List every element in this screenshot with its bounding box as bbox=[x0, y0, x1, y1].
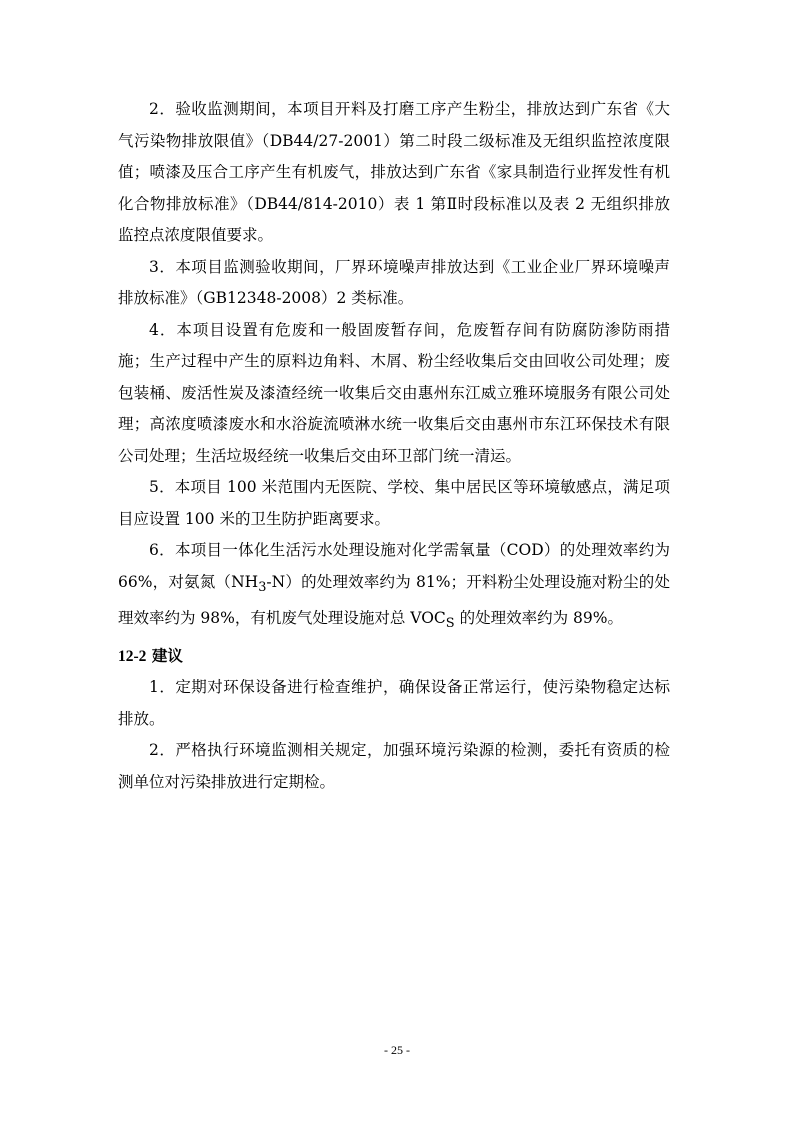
item-number: 2． bbox=[149, 100, 176, 118]
item-text: 验收监测期间，本项目开料及打磨工序产生粉尘，排放达到广东省《大气污染物排放限值》（DB44/27-2001）第二时段二级标准及无组织监控浓度限值；喷漆及压合工序产生有机废气，排放达到广东省《家具制造行业挥发性有机化合物排放标准》（DB44/814-2010）表 1 第Ⅱ时段标准以及表 2 无组织排放监控点浓度限值要求。 bbox=[118, 100, 670, 244]
section-heading-suggestions bbox=[118, 640, 670, 673]
section-title: 建议 bbox=[151, 645, 183, 665]
item-text-part1: 本项目一体化生活污水处理设施对化学需氧量（COD）的处理效率约为 66%，对氨氮（NH bbox=[118, 541, 670, 591]
item-number: 3． bbox=[149, 257, 176, 276]
page-number: - 25 - bbox=[384, 1043, 410, 1057]
item-number: 1． bbox=[149, 678, 176, 697]
suggestion-item-1 bbox=[118, 672, 670, 735]
conclusion-item-5 bbox=[118, 472, 670, 535]
section-number: 12-2 bbox=[118, 647, 147, 665]
item-text: 定期对环保设备进行检查维护，确保设备正常运行，使污染物稳定达标排放。 bbox=[118, 678, 670, 728]
item-text: 严格执行环境监测相关规定，加强环境污染源的检测，委托有资质的检测单位对污染排放进行定期检。 bbox=[118, 741, 670, 791]
conclusion-item-2 bbox=[118, 94, 670, 252]
conclusion-item-4 bbox=[118, 315, 670, 473]
suggestion-item-2 bbox=[118, 735, 670, 798]
conclusion-item-3 bbox=[118, 252, 670, 315]
item-text: 本项目 100 米范围内无医院、学校、集中居民区等环境敏感点，满足项目应设置 100 米的卫生防护距离要求。 bbox=[118, 478, 670, 528]
item-text: 本项目设置有危废和一般固废暂存间，危废暂存间有防腐防渗防雨措施；生产过程中产生的原料边角料、木屑、粉尘经收集后交由回收公司处理；废包装桶、废活性炭及漆渣经统一收集后交由惠州东江威立雅环境服务有限公司处理；高浓度喷漆废水和水浴旋流喷淋水统一收集后交由惠州市东江环保技术有限公司处理；生活垃圾经统一收集后交由环卫部门统一清运。 bbox=[118, 320, 670, 465]
vocs-subscript: S bbox=[445, 616, 455, 632]
nh3-subscript: 3 bbox=[258, 579, 267, 595]
item-text-part2: -N）的处理效率约为 81%；开料粉尘处理设施对粉尘的处理效率约为 98%，有机废气处理设施对总 VOC bbox=[118, 572, 670, 628]
item-number: 5． bbox=[149, 478, 175, 496]
item-number: 4． bbox=[149, 320, 177, 339]
conclusion-item-6 bbox=[118, 535, 670, 640]
item-number: 2． bbox=[149, 741, 176, 760]
item-text-part3: 的处理效率约为 89%。 bbox=[454, 609, 623, 628]
item-text: 本项目监测验收期间，厂界环境噪声排放达到《工业企业厂界环境噪声排放标准》（GB12348-2008）2 类标准。 bbox=[118, 257, 670, 307]
page-content bbox=[118, 94, 670, 798]
item-number: 6． bbox=[149, 541, 175, 559]
